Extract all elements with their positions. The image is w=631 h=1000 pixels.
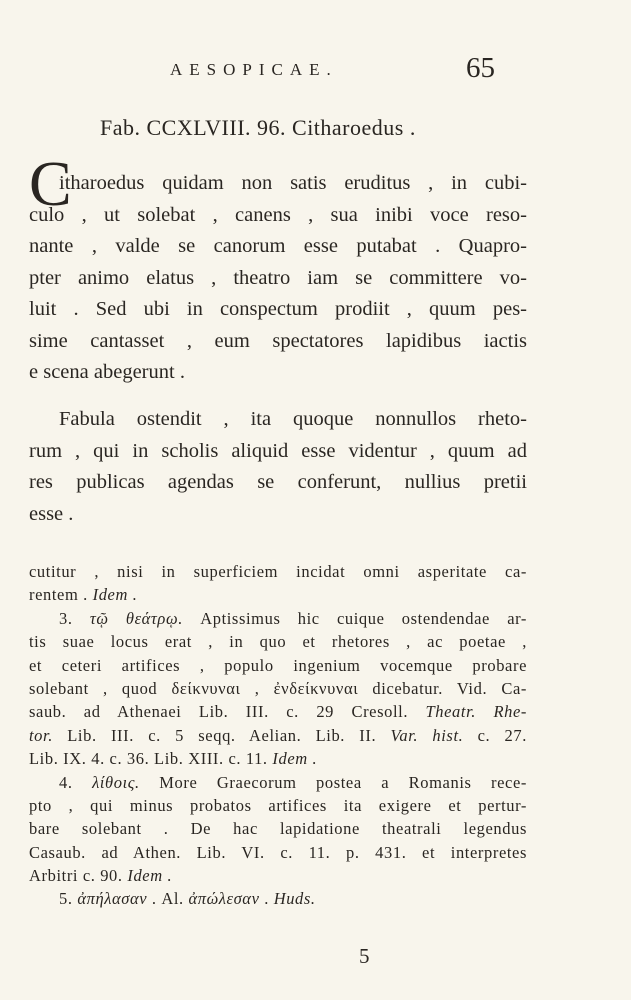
- footnotes: [29, 560, 527, 911]
- note-text: bare solebant . De hac lapidatione theatrali legendus: [29, 819, 527, 839]
- running-head-title: AESOPICAE.: [170, 60, 338, 79]
- note-lemma: λίθοις.: [92, 772, 140, 792]
- note-attribution: Idem .: [127, 866, 173, 886]
- note-text: c. 27.: [463, 725, 527, 745]
- text-line: nante , valde se canorum esse putabat . Quapro-: [29, 235, 527, 257]
- note-lemma: τῷ θεάτρῳ.: [89, 608, 183, 628]
- text-line: sime cantasset , eum spectatores lapidibus iactis: [29, 329, 527, 352]
- text-line: culo , ut solebat , canens , sua inibi voce reso-: [29, 203, 527, 226]
- moral-paragraph: [29, 404, 527, 530]
- note-line: [29, 747, 527, 770]
- note-line: [29, 560, 527, 583]
- note-text: saub. ad Athenaei Lib. III. c. 29 Cresoll.: [29, 702, 426, 722]
- note-text: Arbitri c. 90.: [29, 866, 128, 886]
- running-head: [0, 52, 631, 86]
- note-line: [29, 794, 527, 817]
- note-line: [29, 817, 527, 840]
- note-text: cutitur , nisi in superficiem incidat omni asperitate ca-: [29, 562, 527, 581]
- note-number: 5.: [59, 889, 73, 909]
- note-text: . Al.: [147, 889, 189, 909]
- text-line: Fabula ostendit , ita quoque nonnullos rheto-: [59, 408, 527, 430]
- note-line: [29, 841, 527, 864]
- text-line: esse .: [29, 502, 74, 525]
- text-line: pter animo elatus , theatro iam se committere vo-: [29, 266, 527, 289]
- note-line: [29, 700, 527, 723]
- note-text: rentem .: [29, 585, 93, 605]
- note-citation: tor.: [29, 725, 53, 745]
- note-line: [29, 864, 527, 887]
- note-line: [29, 654, 527, 677]
- note-attribution: Idem .: [92, 585, 138, 605]
- note-text: solebant , quod δείκνυναι , ἐνδείκνυναι dicebatur. Vid. Ca-: [29, 678, 527, 698]
- page-number: 65: [466, 52, 495, 84]
- note-line: [29, 771, 527, 794]
- note-text: Casaub. ad Athen. Lib. VI. c. 11. p. 431. et interpretes: [29, 842, 527, 862]
- note-text: .: [259, 889, 274, 909]
- note-line: [29, 677, 527, 700]
- note-text: More Graecorum postea a Romanis rece-: [139, 772, 527, 792]
- note-attribution: Idem .: [272, 749, 318, 769]
- note-text: Aptissimus hic cuique ostendendae ar-: [182, 608, 527, 628]
- note-attribution: Huds.: [273, 889, 316, 909]
- note-number: 3.: [59, 608, 73, 628]
- drop-cap: C: [29, 148, 72, 219]
- note-line: [29, 630, 527, 653]
- note-number: 4.: [59, 772, 73, 792]
- note-text: et ceteri artifices , populo ingenium vocemque probare: [29, 655, 527, 675]
- note-line: [29, 607, 527, 630]
- text-line: res publicas agendas se conferunt, nullius pretii: [29, 471, 527, 493]
- text-line: luit . Sed ubi in conspectum prodiit , quum pes-: [29, 298, 527, 320]
- note-text: Lib. IX. 4. c. 36. Lib. XIII. c. 11.: [29, 749, 273, 769]
- text-line: e scena abegerunt .: [29, 361, 185, 383]
- note-line: [29, 724, 527, 747]
- note-text: pto , qui minus probatos artifices ita exigere et pertur-: [29, 795, 527, 815]
- note-line: [29, 583, 527, 606]
- text-line: itharoedus quidam non satis eruditus , in cubi-: [59, 172, 527, 194]
- fable-title: Fab. CCXLVIII. 96. Citharoedus .: [100, 115, 416, 140]
- note-lemma: ἀπώλεσαν: [188, 889, 260, 909]
- note-citation: Var. hist.: [390, 725, 464, 745]
- note-line: [29, 887, 527, 910]
- fable-paragraph: [29, 168, 527, 389]
- note-citation: Theatr. Rhe-: [425, 702, 527, 722]
- signature-mark: 5: [359, 944, 370, 968]
- note-text: Lib. III. c. 5 seqq. Aelian. Lib. II.: [52, 725, 391, 745]
- note-text: tis suae locus erat , in quo et rhetores , ac poetae ,: [29, 632, 527, 652]
- text-line: rum , qui in scholis aliquid esse videntur , quum ad: [29, 439, 527, 462]
- note-lemma: ἀπήλασαν: [77, 889, 148, 909]
